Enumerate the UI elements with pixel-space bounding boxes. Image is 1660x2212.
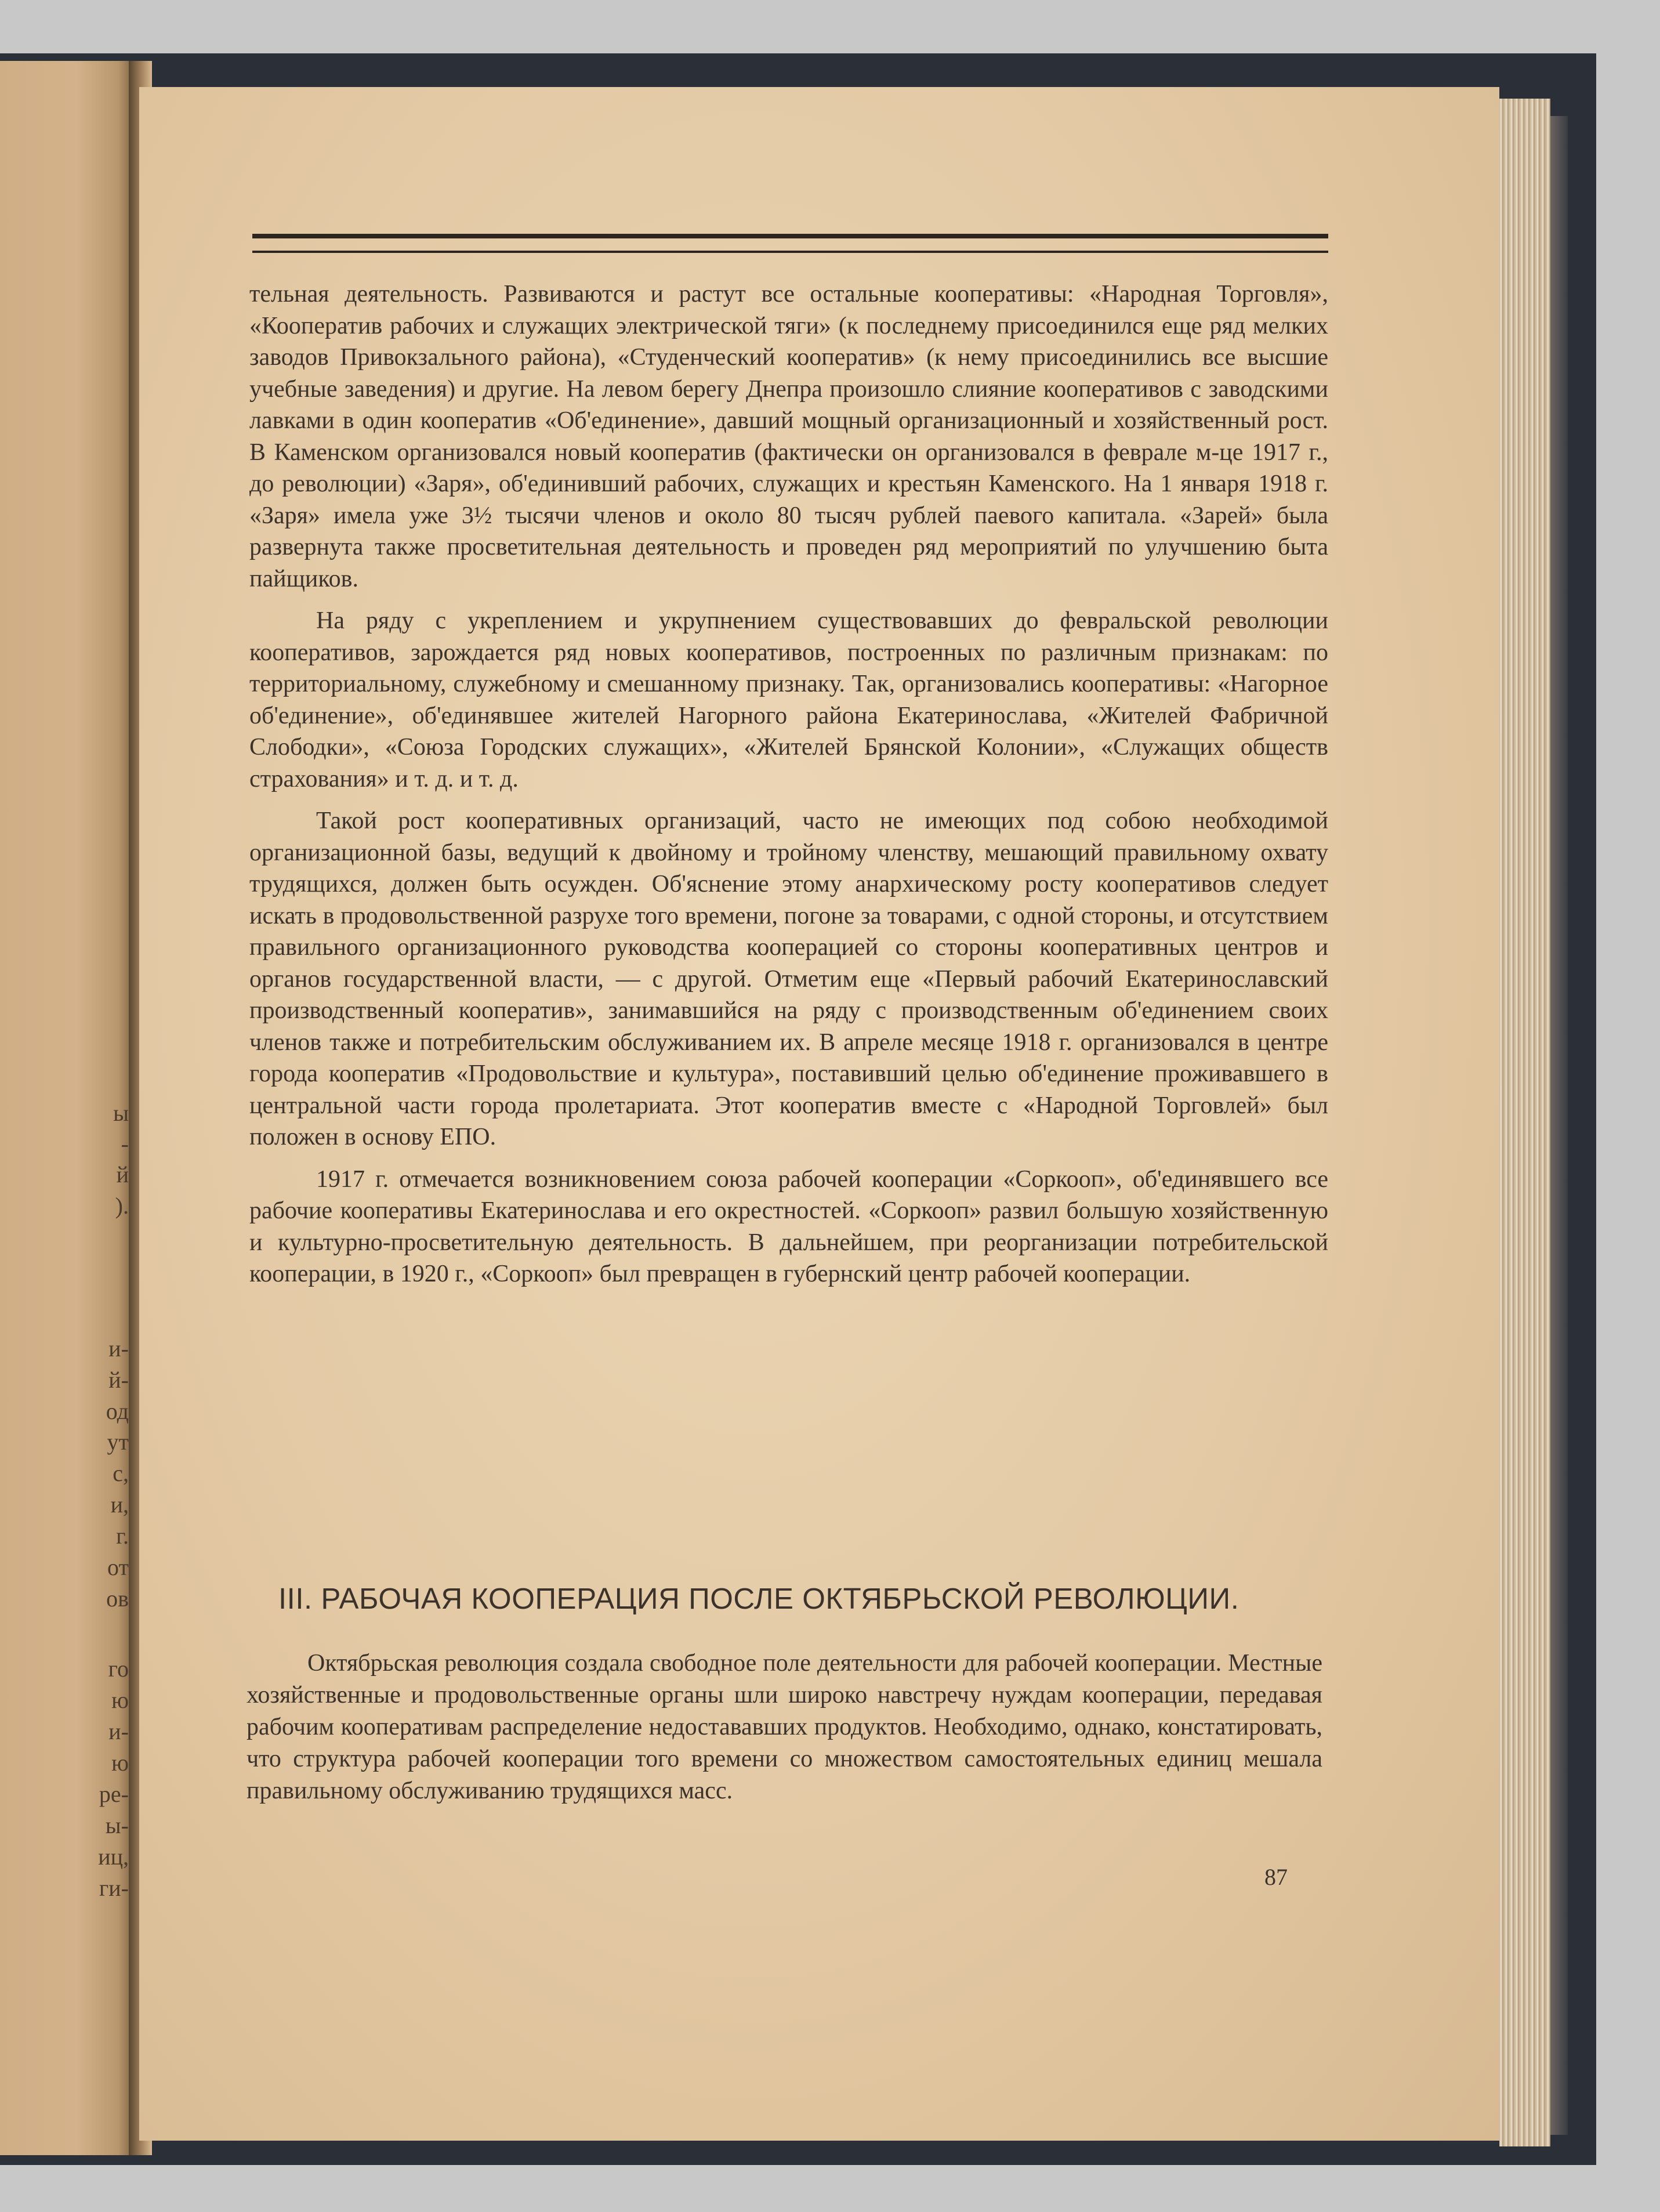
section-body-text <box>247 1648 1322 1807</box>
page-edges <box>1499 99 1550 2146</box>
left-page-fragment: го <box>108 1656 129 1682</box>
paragraph: Октябрьская революция создала свободное поле деятельности для рабочей кооперации. Местные хозяйственные и продовольственные органы шли широко навстречу нуждам кооперации, передавая рабочим кооперативам распределение недостававших продуктов. Необходимо, однако, констатировать, что структура рабочей кооперации того времени со множеством самостоятельных единиц мешала правильному обслуживанию трудящихся масс. <box>247 1650 1322 1804</box>
page-number: 87 <box>1264 1864 1288 1890</box>
left-page-fragment: иц, <box>98 1844 129 1870</box>
left-page-fragment: й- <box>108 1367 129 1393</box>
left-page-fragment: с, <box>113 1460 129 1486</box>
left-page-fragment: ги- <box>99 1875 129 1901</box>
left-page-fragment: ю <box>111 1687 129 1713</box>
left-page-fragment: от <box>107 1554 129 1580</box>
left-page-fragment: й <box>116 1161 129 1188</box>
header-rule-thin <box>252 251 1328 253</box>
left-page-fragment: ре- <box>99 1781 129 1807</box>
page-edge-shadow <box>1550 116 1568 2135</box>
section-heading: III. РАБОЧАЯ КООПЕРАЦИЯ ПОСЛЕ ОКТЯБРЬСКОЙ РЕВОЛЮЦИИ. <box>278 1582 1239 1615</box>
left-page-fragment: ы- <box>105 1812 129 1838</box>
paragraph: На ряду с укреплением и укрупнением существовавших до февральской революции кооперативов, зарождается ряд новых кооперативов, построенных по различным признакам: по территориальному, служебному и смешанному признаку. Так, организовались кооперативы: «Нагорное об'единение», об'единявшее жителей Нагорного района Екатеринослава, «Жителей Фабричной Слободки», «Союза Городских служащих», «Жителей Брянской Колонии», «Служащих обществ страхования» и т. д. и т. д. <box>249 607 1328 792</box>
paragraph: Такой рост кооперативных организаций, часто не имеющих под собою необходимой организационной базы, ведущий к двойному и тройному членству, мешающий правильному охвату трудящихся, должен быть осужден. Об'яснение этому анархическому росту кооперативов следует искать в продовольственной разрухе того времени, погоне за товарами, с одной стороны, и отсутствием правильного организационного руководства кооперацией со стороны кооперативных центров и органов государственной власти, — с другой. Отметим еще «Первый рабочий Екатеринославский производственный кооператив», занимавшийся на ряду с производственным об'единением своих членов также и потребительским обслуживанием их. В апреле месяце 1918 г. организовался в центре города кооператив «Продовольствие и культура», поставивший целью об'единение проживавшего в центральной части города пролетариата. Этот кооператив вместе с «Народной Торговлей» был положен в основу ЕПО. <box>249 808 1328 1150</box>
left-page <box>0 61 139 2155</box>
left-page-fragment: ут <box>107 1429 129 1455</box>
header-rule-thick <box>252 234 1328 238</box>
left-page-fragment: ов <box>106 1585 129 1612</box>
left-page-fragment: и- <box>108 1335 129 1362</box>
left-page-fragment: и, <box>110 1491 129 1518</box>
left-page-fragment: од <box>106 1398 129 1424</box>
paragraph: 1917 г. отмечается возникновением союза рабочей кооперации «Соркооп», об'единявшего все рабочие кооперативы Екатеринослава и его окрестностей. «Соркооп» развил большую хозяйственную и культурно-просветительную деятельность. В дальнейшем, при реорганизации потребительской кооперации, в 1920 г., «Соркооп» был превращен в губернский центр рабочей кооперации. <box>249 1165 1328 1287</box>
left-page-fragment: ). <box>115 1193 129 1219</box>
body-text <box>249 278 1328 1301</box>
paragraph: тельная деятельность. Развиваются и растут все остальные кооперативы: «Народная Торговля», «Кооператив рабочих и служащих электрической тяги» (к последнему присоединился еще ряд мелких заводов Привокзального района), «Студенческий кооператив» (к нему присоединились все высшие учебные заведения) и другие. На левом берегу Днепра произошло слияние кооперативов с заводскими лавками в один кооператив «Об'единение», давший мощный организационный и хозяйственный рост. В Каменском организовался новый кооператив (фактически он организовался в феврале м-це 1917 г., до революции) «Заря», об'единивший рабочих, служащих и крестьян Каменского. На 1 января 1918 г. «Заря» имела уже 3½ тысячи членов и около 80 тысяч рублей паевого капитала. «Зарей» была развернута также просветительная деятельность и проведен ряд мероприятий по улучшению быта пайщиков. <box>249 281 1328 592</box>
left-page-fragment: - <box>121 1131 129 1157</box>
left-page-fragment: г. <box>116 1523 129 1549</box>
left-page-fragment: ю <box>111 1750 129 1776</box>
left-page-fragment: и- <box>108 1718 129 1744</box>
left-page-fragment: ы <box>113 1100 129 1126</box>
